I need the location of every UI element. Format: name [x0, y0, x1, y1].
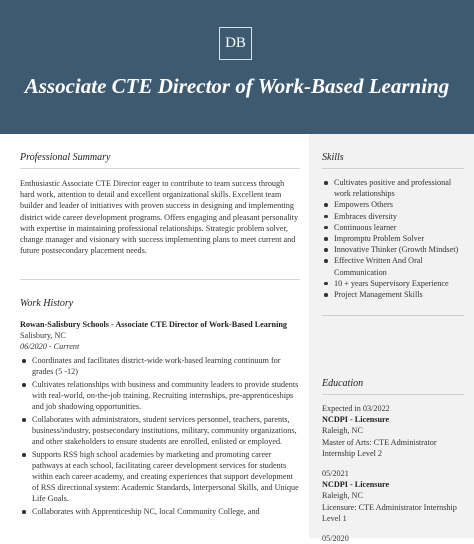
work-history-heading: Work History [20, 298, 74, 310]
job-bullet: Collaborates with Apprenticeship NC, local Community College, and [20, 506, 300, 517]
skills-heading: Skills [322, 152, 464, 169]
resume-title: Associate CTE Director of Work-Based Learning [24, 74, 450, 98]
education-entry [322, 468, 464, 524]
skill-item: Embraces diversity [322, 211, 464, 222]
skills-section [322, 152, 464, 316]
section-divider [322, 315, 464, 316]
job-bullets [20, 355, 300, 517]
skill-item: Impromptu Problem Solver [322, 233, 464, 244]
education-school: NCDPI - Licensure [322, 480, 390, 490]
education-date: 05/2020 [322, 534, 349, 544]
work-history-section [20, 298, 300, 517]
skill-item: Empowers Others [322, 199, 464, 210]
job-bullet: Cultivates relationships with business and community leaders to provide students with real-world, on-the-job training. Recruiting internships, pre-apprenticeships and job shadowing opportunities. [20, 379, 300, 412]
job-title-line: Rowan-Salisbury Schools - Associate CTE Director of Work-Based Learning [20, 320, 288, 330]
section-divider [20, 279, 300, 280]
skill-item: Continuous learner [322, 222, 464, 233]
job-location: Salisbury, NC [20, 331, 66, 341]
education-entry [322, 533, 464, 544]
resume-header [0, 0, 474, 134]
skill-item: 10 + years Supervisory Experience [322, 278, 464, 289]
education-degree: Master of Arts: CTE Administrator Internship Level 2 [322, 437, 437, 458]
job-bullet: Collaborates with administrators, student services personnel, teachers, parents, business/industry, postsecondary institutions, military, community organizations, and other stakeholders to ensure students are enrolled, enlisted or employed. [20, 414, 300, 447]
education-school: NCDPI - Licensure [322, 415, 390, 425]
job-bullet: Supports RSS high school academies by marketing and promoting career pathways at each school, facilitating career development services for students within each career academy, and creating experiences that support development of RSS directional system: Academic Standards, Interpersonal Skills, and Unique Life Goals. [20, 449, 300, 504]
sidebar-column [309, 134, 474, 544]
education-entry [322, 403, 464, 459]
skill-item: Effective Written And Oral Communication [322, 255, 464, 277]
job-dates: 06/2020 - Current [20, 342, 80, 352]
education-location: Raleigh, NC [322, 426, 363, 436]
summary-text: Enthusiastic Associate CTE Director eager to contribute to team success through hard work, attention to detail and excellent organizational skills. Excellent team builder and leader of initiatives with proven success in designing and implementing district wide career development programs. Offers engaging and pleasant personality with expertise in maintaining professional relationships. Strategic problem solver, change manager and visionary with success implementing plans to meet current and future postsecondary placement needs. [20, 179, 299, 256]
education-section [322, 378, 464, 544]
job-bullet: Coordinates and facilitates district-wide work-based learning continuum for grades (5 -12) [20, 355, 300, 377]
job-entry [20, 319, 300, 517]
education-date: 05/2021 [322, 469, 349, 479]
main-column [20, 152, 300, 519]
skill-item: Cultivates positive and professional work relationships [322, 177, 464, 199]
education-heading: Education [322, 378, 464, 395]
monogram-badge: DB [219, 27, 252, 60]
skills-list [322, 177, 464, 300]
skill-item: Project Management Skills [322, 289, 464, 300]
education-location: Raleigh, NC [322, 491, 363, 501]
professional-summary-section [20, 152, 300, 256]
education-degree: Licensure: CTE Administrator Internship Level 1 [322, 502, 457, 523]
summary-heading: Professional Summary [20, 152, 300, 169]
skill-item: Innovative Thinker (Growth Mindset) [322, 244, 464, 255]
education-date: Expected in 03/2022 [322, 404, 390, 413]
